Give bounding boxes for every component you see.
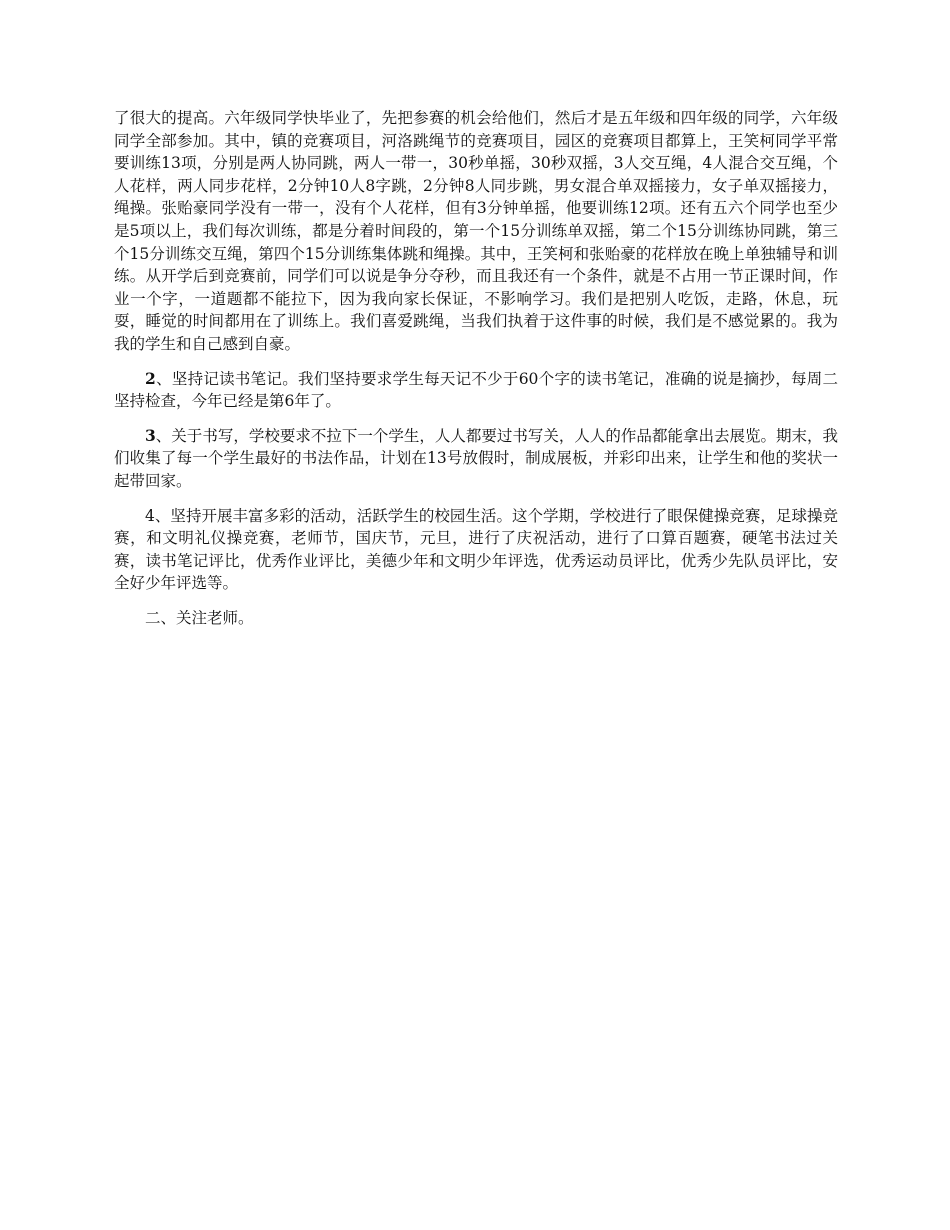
section-heading-teachers xyxy=(114,607,838,630)
paragraph-reading-notes xyxy=(114,368,838,413)
paragraph-activities xyxy=(114,505,838,595)
document-body xyxy=(114,107,838,641)
paragraph-text: 、坚持记读书笔记。我们坚持要求学生每天记不少于60个字的读书笔记，准确的说是摘抄，每周二坚持检查，今年已经是第6年了。 xyxy=(114,369,838,411)
paragraph-text: 了很大的提高。六年级同学快毕业了，先把参赛的机会给他们，然后才是五年级和四年级的同学，六年级同学全部参加。其中，镇的竞赛项目，河洛跳绳节的竞赛项目，园区的竞赛项目都算上，王笑柯同学平常要训练13项，分别是两人协同跳，两人一带一，30秒单摇，30秒双摇，3人交互绳，4人混合交互绳，个人花样，两人同步花样，2分钟10人8字跳，2分钟8人同步跳，男女混合单双摇接力，女子单双摇接力，绳操。张贻豪同学没有一带一，没有个人花样，但有3分钟单摇，他要训练12项。还有五六个同学也至少是5项以上，我们每次训练，都是分着时间段的，第一个15分训练单双摇，第二个15分训练协同跳，第三个15分训练交互绳，第四个15分训练集体跳和绳操。其中，王笑柯和张贻豪的花样放在晚上单独辅导和训练。从开学后到竞赛前，同学们可以说是争分夺秒，而且我还有一个条件，就是不占用一节正课时间，作业一个字，一道题都不能拉下，因为我向家长保证，不影响学习。我们是把别人吃饭，走路，休息，玩耍，睡觉的时间都用在了训练上。我们喜爱跳绳，当我们执着于这件事的时候，我们是不感觉累的。我为我的学生和自己感到自豪。 xyxy=(114,109,838,353)
paragraph-number: 2 xyxy=(145,368,156,388)
paragraph-handwriting xyxy=(114,425,838,493)
paragraph-number: 3 xyxy=(145,425,156,445)
paragraph-text: 4、坚持开展丰富多彩的活动，活跃学生的校园生活。这个学期，学校进行了眼保健操竞赛，足球操竞赛，和文明礼仪操竞赛，老师节，国庆节，元旦，进行了庆祝活动，进行了口算百题赛，硬笔书法过关赛，读书笔记评比，优秀作业评比，美德少年和文明少年评选，优秀运动员评比，优秀少先队员评比，安全好少年评选等。 xyxy=(114,506,838,593)
paragraph-training-details xyxy=(114,107,838,356)
paragraph-text: 二、关注老师。 xyxy=(145,608,254,627)
paragraph-text: 、关于书写，学校要求不拉下一个学生，人人都要过书写关，人人的作品都能拿出去展览。期末，我们收集了每一个学生最好的书法作品，计划在13号放假时，制成展板，并彩印出来，让学生和他的奖状一起带回家。 xyxy=(114,426,838,490)
